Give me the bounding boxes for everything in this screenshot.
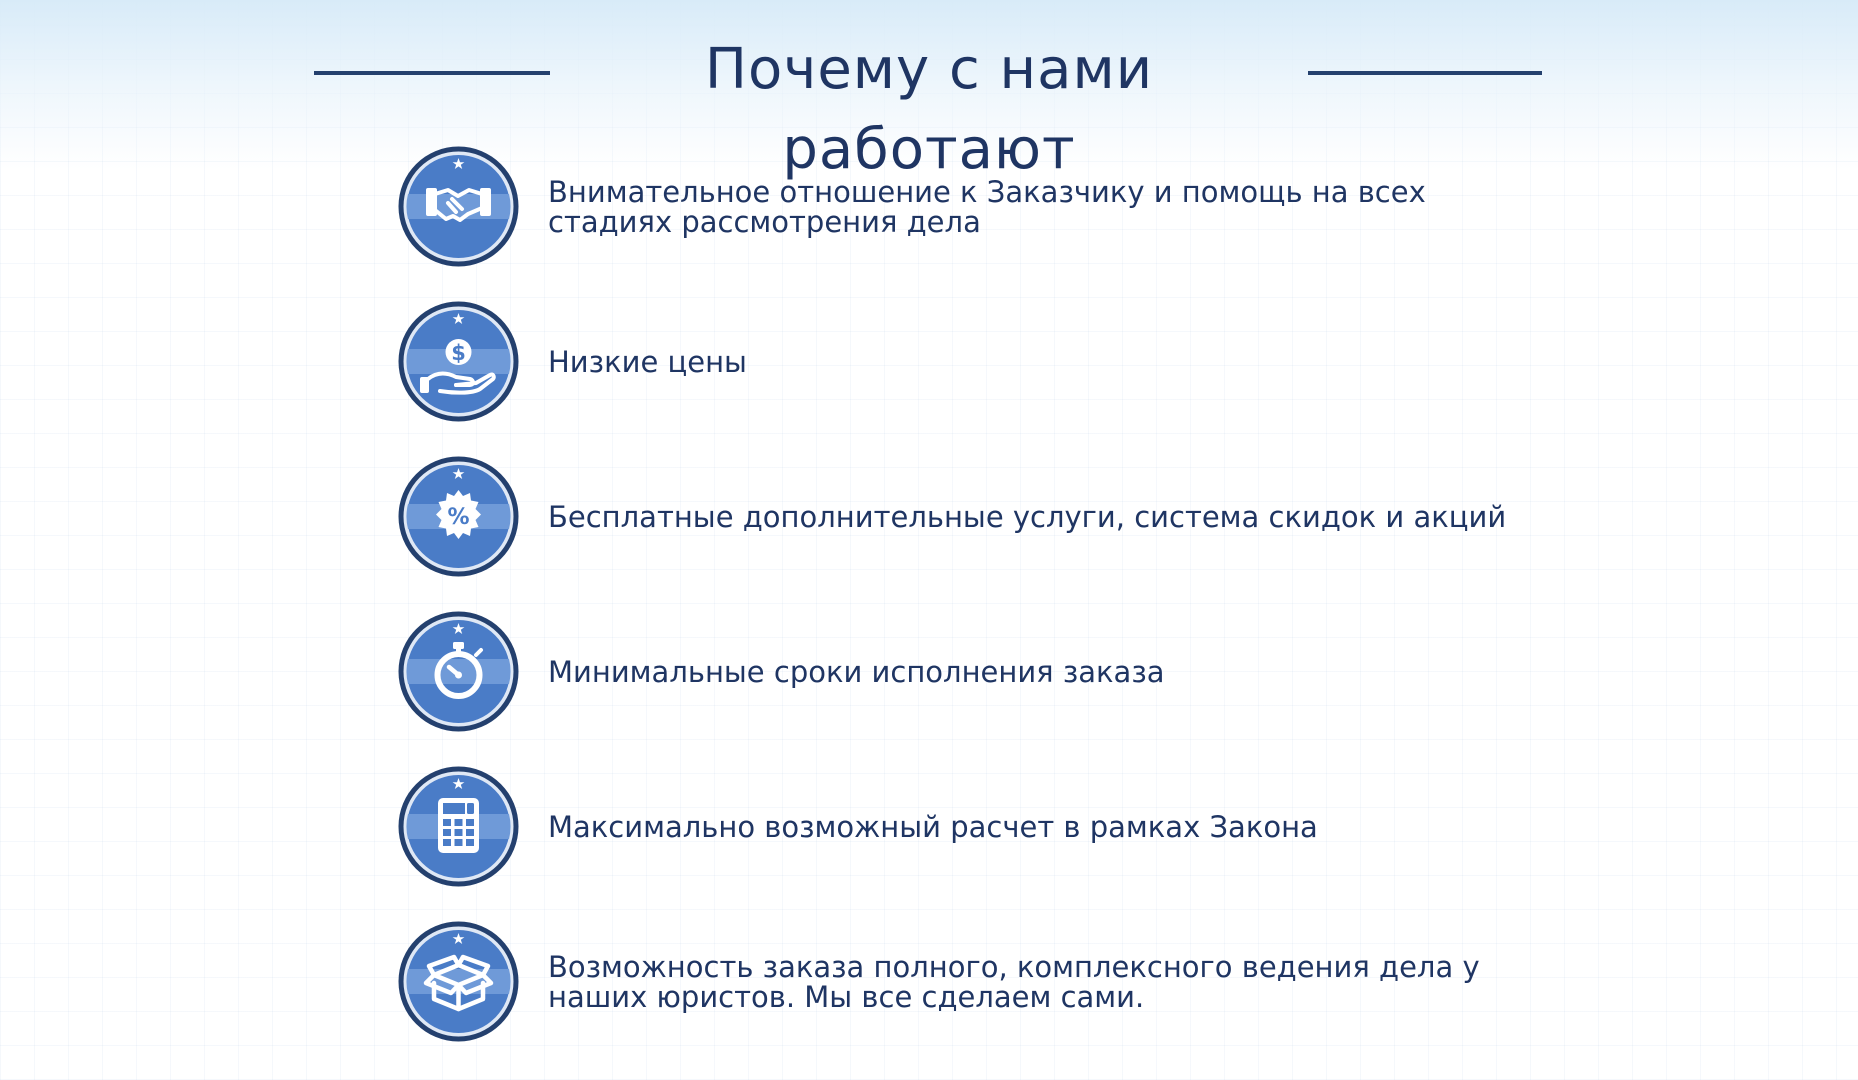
calculator-icon <box>396 764 521 889</box>
handshake-icon <box>396 144 521 269</box>
feature-text: Минимальные сроки исполнения заказа <box>548 654 1165 689</box>
money-hand-icon <box>396 299 521 424</box>
feature-item <box>396 764 1546 889</box>
feature-item <box>396 144 1546 269</box>
right-divider <box>1308 71 1542 75</box>
feature-text: Внимательное отношение к Заказчику и помощь на всех стадиях рассмотрения дела <box>548 174 1426 239</box>
dollar-glyph: $ <box>451 341 466 365</box>
feature-item <box>396 299 1546 424</box>
page-title: Почему с нами работают <box>704 37 1154 182</box>
feature-item <box>396 454 1546 579</box>
feature-text: Низкие цены <box>548 344 747 379</box>
feature-text: Максимально возможный расчет в рамках Закона <box>548 809 1318 844</box>
feature-text: Возможность заказа полного, комплексного ведения дела у наших юристов. Мы все сделаем сами. <box>548 949 1480 1014</box>
features-list <box>396 144 1546 1074</box>
feature-item <box>396 919 1546 1044</box>
left-divider <box>314 71 550 75</box>
discount-badge-icon <box>396 454 521 579</box>
feature-text: Бесплатные дополнительные услуги, система скидок и акций <box>548 499 1507 534</box>
open-box-icon <box>396 919 521 1044</box>
percent-glyph: % <box>447 505 470 530</box>
stopwatch-icon <box>396 609 521 734</box>
feature-item <box>396 609 1546 734</box>
